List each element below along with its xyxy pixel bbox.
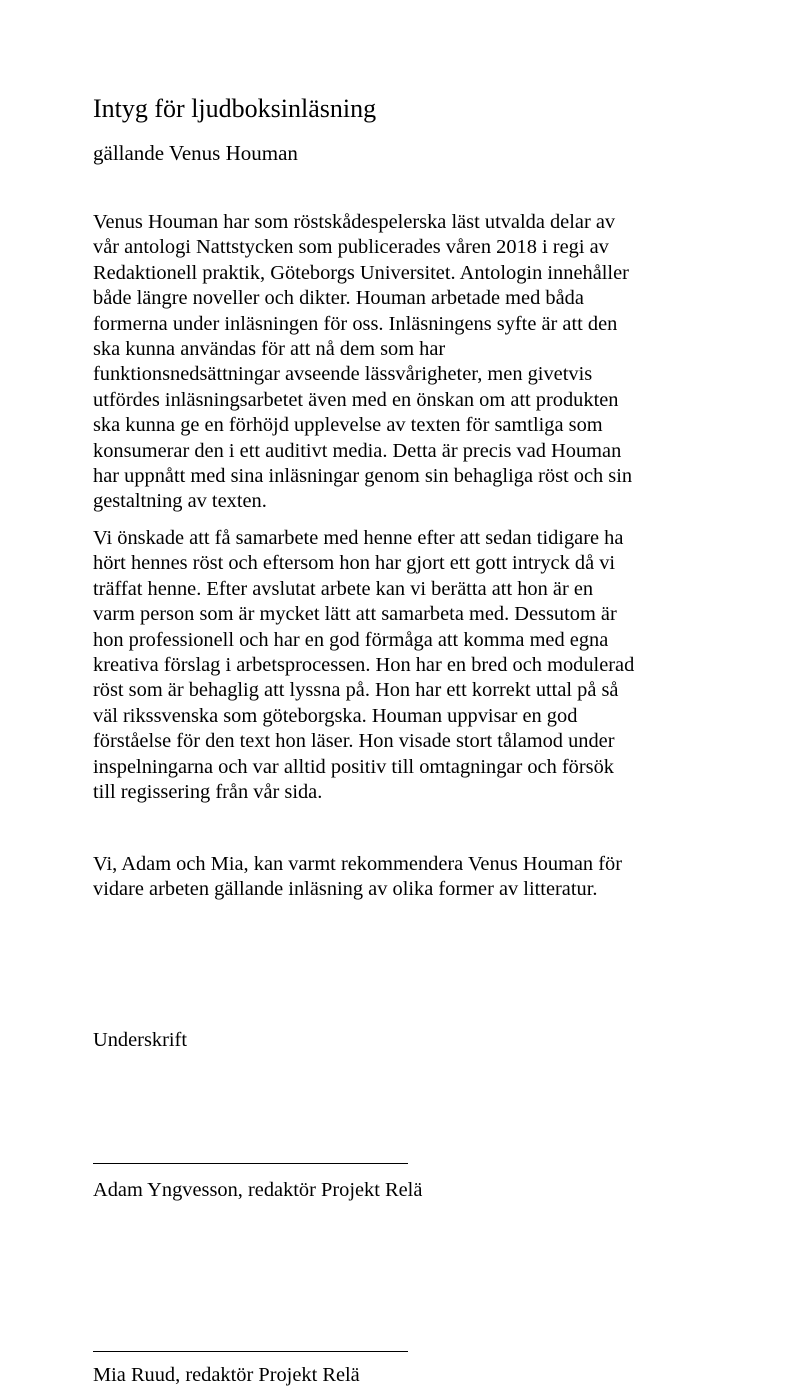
signature-line-mia xyxy=(93,1351,408,1352)
paragraph-intro xyxy=(93,210,713,515)
paragraph-line: vidare arbeten gällande inläsning av olika former av litteratur. xyxy=(93,878,598,901)
paragraph-line: hon professionell och har en god förmåga att komma med egna xyxy=(93,628,609,651)
paragraph-line: Redaktionell praktik, Göteborgs Universitet. Antologin innehåller xyxy=(93,261,629,284)
signature-heading: Underskrift xyxy=(93,1029,187,1051)
paragraph-line: formerna under inläsningen för oss. Inläsningens syfte är att den xyxy=(93,312,618,335)
paragraph-line: Vi önskade att få samarbete med henne efter att sedan tidigare ha xyxy=(93,527,624,549)
paragraph-line: både längre noveller och dikter. Houman arbetade med båda xyxy=(93,287,584,310)
paragraph-line: konsumerar den i ett auditivt media. Detta är precis vad Houman xyxy=(93,439,622,462)
paragraph-recommendation xyxy=(93,852,713,903)
paragraph-line: Vi, Adam och Mia, kan varmt rekommendera Venus Houman för xyxy=(93,853,622,875)
paragraph-line: kreativa förslag i arbetsprocessen. Hon har en bred och modulerad xyxy=(93,654,635,677)
paragraph-collaboration xyxy=(93,526,713,805)
signatory-name-adam: Adam Yngvesson, redaktör Projekt Relä xyxy=(93,1179,423,1201)
paragraph-line: träffat henne. Efter avslutat arbete kan vi berätta att hon är en xyxy=(93,577,594,600)
paragraph-line: ska kunna användas för att nå dem som har xyxy=(93,338,446,361)
paragraph-line: funktionsnedsättningar avseende lässvårigheter, men givetvis xyxy=(93,363,593,386)
paragraph-line: Venus Houman har som röstskådespelerska läst utvalda delar av xyxy=(93,211,616,233)
paragraph-line: har uppnått med sina inläsningar genom sin behagliga röst och sin xyxy=(93,465,633,488)
paragraph-line: varm person som är mycket lätt att samarbeta med. Dessutom är xyxy=(93,603,617,626)
paragraph-line: hört hennes röst och eftersom hon har gjort ett gott intryck då vi xyxy=(93,552,616,575)
paragraph-line: gestaltning av texten. xyxy=(93,490,267,513)
paragraph-line: väl rikssvenska som göteborgska. Houman uppvisar en god xyxy=(93,704,578,727)
signatory-name-mia: Mia Ruud, redaktör Projekt Relä xyxy=(93,1364,360,1386)
paragraph-line: förståelse för den text hon läser. Hon visade stort tålamod under xyxy=(93,730,615,753)
paragraph-line: till regissering från vår sida. xyxy=(93,781,323,804)
document-subtitle: gällande Venus Houman xyxy=(93,141,298,165)
paragraph-line: utfördes inläsningsarbetet även med en önskan om att produkten xyxy=(93,388,619,411)
paragraph-line: röst som är behaglig att lyssna på. Hon har ett korrekt uttal på så xyxy=(93,679,619,702)
signature-line-adam xyxy=(93,1163,408,1164)
paragraph-line: inspelningarna och var alltid positiv till omtagningar och försök xyxy=(93,755,614,778)
document-title: Intyg för ljudboksinläsning xyxy=(93,94,377,123)
paragraph-line: ska kunna ge en förhöjd upplevelse av texten för samtliga som xyxy=(93,414,603,437)
paragraph-line: vår antologi Nattstycken som publicerades våren 2018 i regi av xyxy=(93,236,609,259)
